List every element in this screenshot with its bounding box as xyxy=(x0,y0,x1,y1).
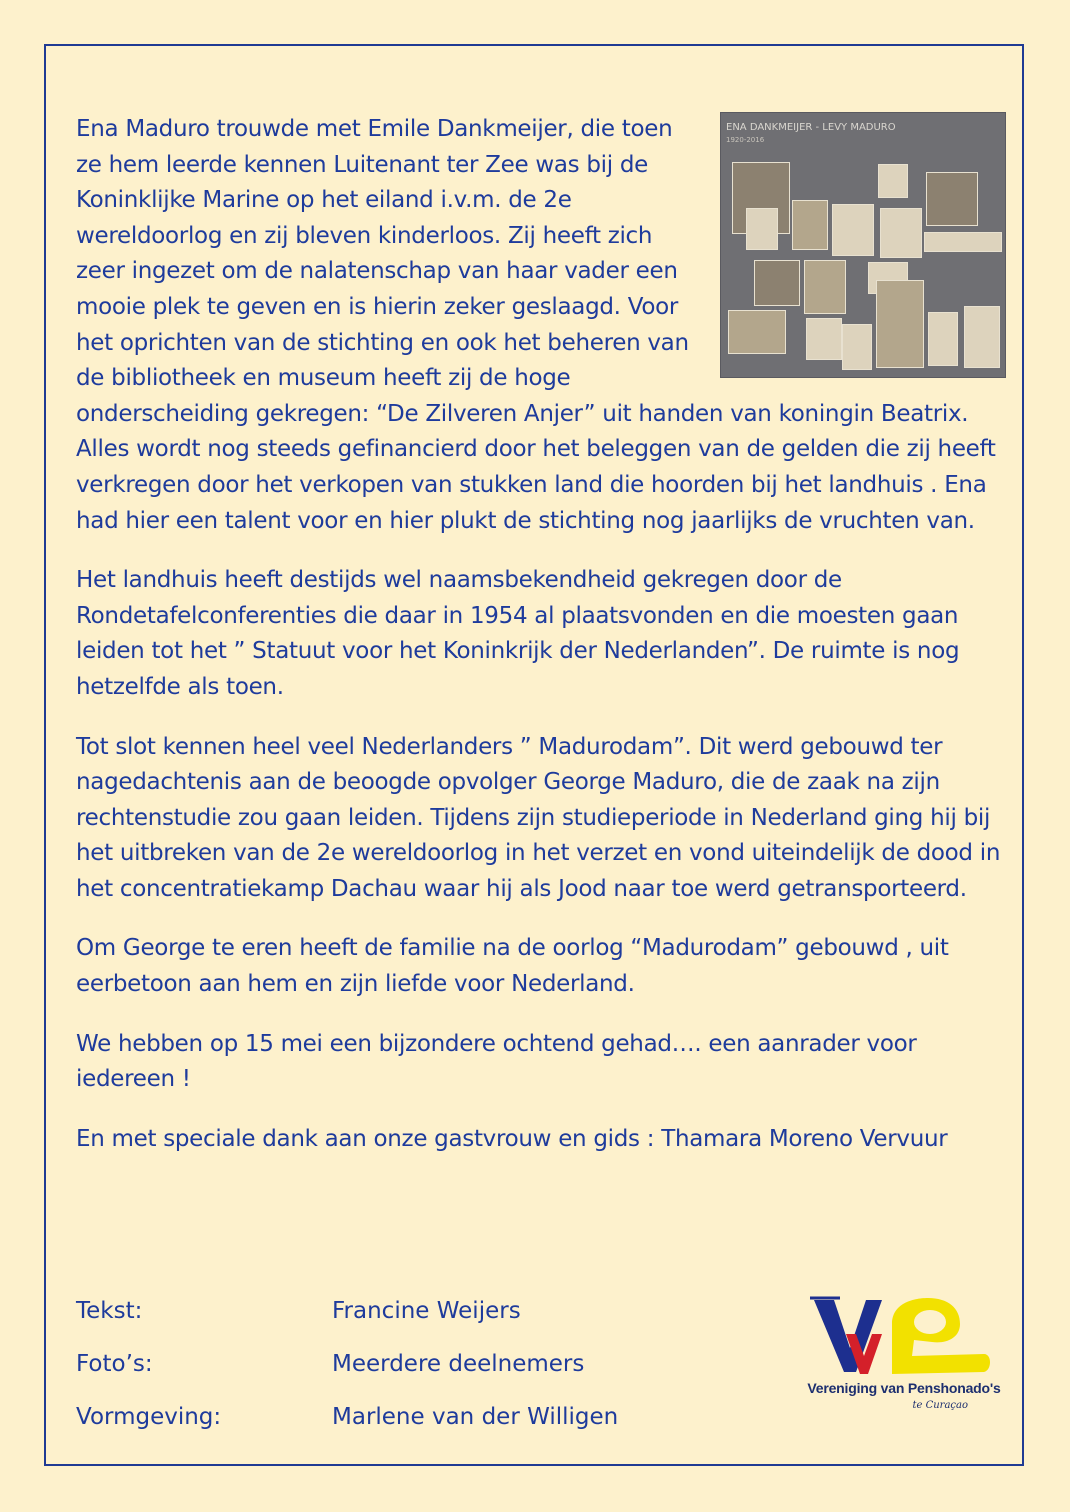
credit-label: Foto’s: xyxy=(76,1351,153,1377)
collage-photo xyxy=(878,164,908,198)
collage-photo xyxy=(964,306,1000,368)
collage-photo xyxy=(792,200,828,250)
vvp-logo-icon xyxy=(788,1294,1020,1380)
collage-photo xyxy=(876,280,924,368)
logo-subtitle: te Curaçao xyxy=(912,1400,968,1411)
exhibit-photo xyxy=(720,112,1006,378)
association-logo xyxy=(788,1294,1020,1424)
collage-photo xyxy=(804,260,846,314)
photo-title: ENA DANKMEIJER - LEVY MADURO xyxy=(726,122,896,133)
credit-label: Tekst: xyxy=(76,1298,143,1324)
collage-photo xyxy=(928,312,958,366)
article-body xyxy=(76,112,1010,1181)
credit-value: Marlene van der Willigen xyxy=(332,1404,619,1430)
logo-name: Vereniging van Penshonado's xyxy=(807,1380,1001,1396)
paragraph: Het landhuis heeft destijds wel naamsbekendheid gekregen door de Rondetafelconferenties die daar in 1954 al plaatsvonden en die moesten gaan leiden tot het ” Statuut voor het Koninkrijk der Nederlanden”. De ruimte is nog hetzelfde als toen. xyxy=(76,567,960,700)
paragraph: Ena Maduro trouwde met Emile Dankmeijer, die toen ze hem leerde kennen Luitenant ter Zee was bij de Koninklijke Marine op het eiland i.v.m. de 2e wereldoorlog en zij bleven kinderloos. Zij heeft zich zeer ingezet om de nalatenschap van haar vader een mooie plek te geven en is hierin zeker geslaagd. Voor het oprichten van de stichting en ook het beheren van de bibliotheek en museum heeft zij de hoge onderscheiding gekregen: “De Zilveren Anjer” uit handen van koningin Beatrix. Alles wordt nog steeds gefinancierd door het beleggen van de gelden die zij heeft verkregen door het verkopen van stukken land die hoorden bij het landhuis . Ena had hier een talent voor en hier plukt de stichting nog jaarlijks de vruchten van. xyxy=(76,116,996,534)
collage-photo xyxy=(924,232,1002,252)
photo-years: 1920-2016 xyxy=(726,136,765,144)
paragraph: Tot slot kennen heel veel Nederlanders ” Madurodam”. Dit werd gebouwd ter nagedachtenis aan de beoogde opvolger George Maduro, die de zaak na zijn rechtenstudie zou gaan leiden. Tijdens zijn studieperiode in Nederland ging hij bij het uitbreken van de 2e wereldoorlog in het verzet en vond uiteindelijk de dood in het concentratiekamp Dachau waar hij als Jood naar toe werd getransporteerd. xyxy=(76,733,1001,902)
credit-label: Vormgeving: xyxy=(76,1404,222,1430)
collage-photo xyxy=(880,208,922,258)
collage-photo xyxy=(926,172,978,226)
collage-photo xyxy=(746,208,778,250)
paragraph: En met speciale dank aan onze gastvrouw en gids : Thamara Moreno Vervuur xyxy=(76,1125,948,1152)
paragraph: We hebben op 15 mei een bijzondere ochtend gehad…. een aanrader voor iedereen ! xyxy=(76,1030,917,1093)
collage-photo xyxy=(842,324,872,370)
paragraph: Om George te eren heeft de familie na de oorlog “Madurodam” gebouwd , uit eerbetoon aan hem en zijn liefde voor Nederland. xyxy=(76,935,949,998)
collage-photo xyxy=(832,204,874,256)
credit-value: Meerdere deelnemers xyxy=(332,1351,585,1377)
collage-photo xyxy=(754,260,800,306)
collage-photo xyxy=(806,318,842,360)
collage-photo xyxy=(728,310,786,354)
credit-value: Francine Weijers xyxy=(332,1298,521,1324)
